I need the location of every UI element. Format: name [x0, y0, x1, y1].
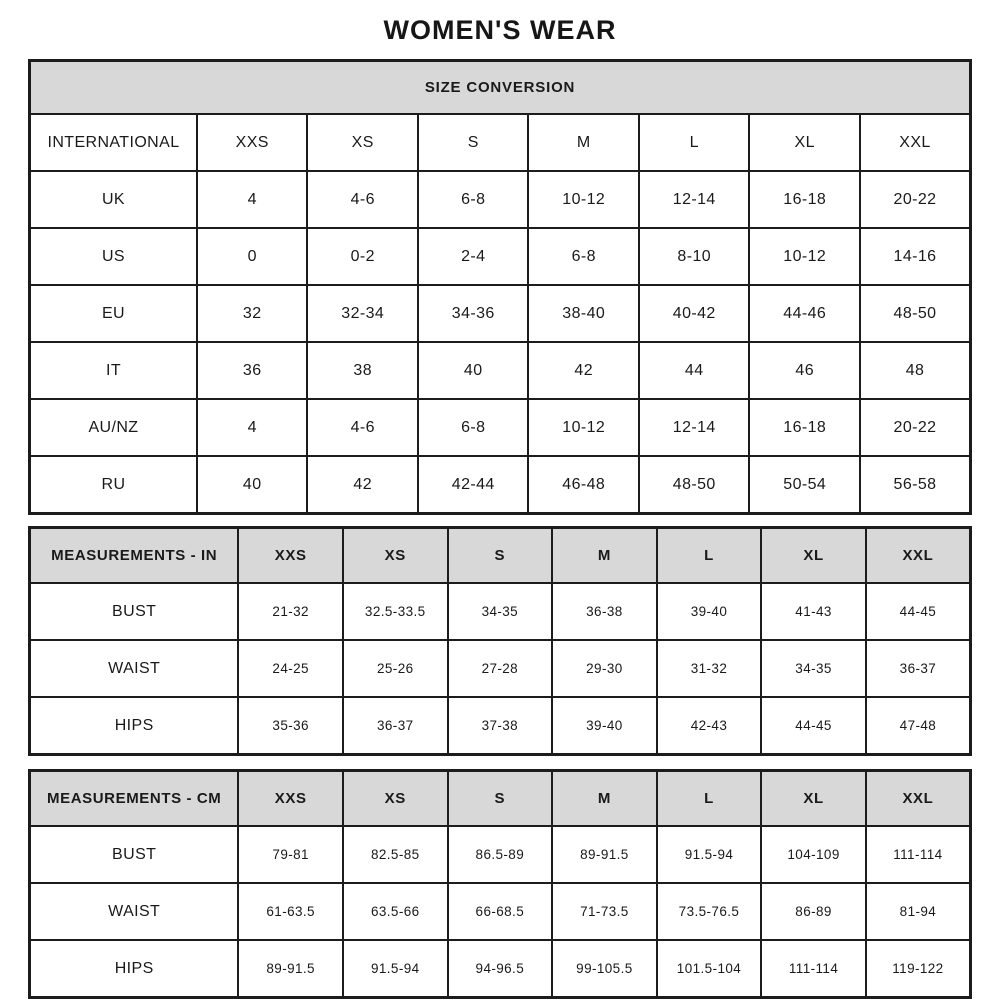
- size-value-cell: 104-109: [761, 826, 866, 883]
- size-value-cell: 89-91.5: [552, 826, 657, 883]
- table-row: [30, 456, 971, 514]
- column-header: XL: [761, 771, 866, 827]
- size-value-cell: 8-10: [639, 228, 750, 285]
- size-value-cell: 44-45: [866, 583, 971, 640]
- row-label: RU: [30, 456, 197, 514]
- size-value-cell: 39-40: [552, 697, 657, 755]
- table-row: [30, 399, 971, 456]
- table-header-row: [30, 114, 971, 171]
- size-value-cell: 91.5-94: [657, 826, 762, 883]
- size-value-cell: 48: [860, 342, 971, 399]
- column-header: XS: [343, 528, 448, 584]
- table-row: [30, 171, 971, 228]
- size-value-cell: 44-46: [749, 285, 860, 342]
- column-header: XXS: [197, 114, 308, 171]
- size-value-cell: 36: [197, 342, 308, 399]
- size-value-cell: 66-68.5: [448, 883, 553, 940]
- size-value-cell: 79-81: [238, 826, 343, 883]
- size-value-cell: 10-12: [528, 399, 639, 456]
- measurements-cm-table: [28, 769, 972, 999]
- size-value-cell: 101.5-104: [657, 940, 762, 998]
- size-value-cell: 86-89: [761, 883, 866, 940]
- size-value-cell: 36-37: [343, 697, 448, 755]
- size-value-cell: 82.5-85: [343, 826, 448, 883]
- column-header: XXL: [860, 114, 971, 171]
- table-header-row: [30, 528, 971, 584]
- size-value-cell: 12-14: [639, 171, 750, 228]
- size-value-cell: 56-58: [860, 456, 971, 514]
- row-label: EU: [30, 285, 197, 342]
- size-value-cell: 111-114: [866, 826, 971, 883]
- size-value-cell: 16-18: [749, 399, 860, 456]
- size-value-cell: 24-25: [238, 640, 343, 697]
- size-value-cell: 10-12: [528, 171, 639, 228]
- size-value-cell: 4: [197, 171, 308, 228]
- table-title-cell: MEASUREMENTS - CM: [30, 771, 239, 827]
- size-value-cell: 40: [197, 456, 308, 514]
- size-value-cell: 0-2: [307, 228, 418, 285]
- row-label: WAIST: [30, 883, 239, 940]
- size-value-cell: 63.5-66: [343, 883, 448, 940]
- size-value-cell: 20-22: [860, 171, 971, 228]
- size-value-cell: 39-40: [657, 583, 762, 640]
- table-row: [30, 228, 971, 285]
- size-value-cell: 20-22: [860, 399, 971, 456]
- column-header: L: [657, 528, 762, 584]
- size-value-cell: 44: [639, 342, 750, 399]
- size-value-cell: 61-63.5: [238, 883, 343, 940]
- size-value-cell: 94-96.5: [448, 940, 553, 998]
- table-row: [30, 583, 971, 640]
- column-header: M: [552, 528, 657, 584]
- size-value-cell: 91.5-94: [343, 940, 448, 998]
- size-value-cell: 34-36: [418, 285, 529, 342]
- size-value-cell: 37-38: [448, 697, 553, 755]
- size-value-cell: 4-6: [307, 399, 418, 456]
- size-value-cell: 42: [307, 456, 418, 514]
- size-value-cell: 89-91.5: [238, 940, 343, 998]
- size-value-cell: 48-50: [639, 456, 750, 514]
- size-value-cell: 6-8: [528, 228, 639, 285]
- measurements-in-table: [28, 526, 972, 756]
- column-header: L: [657, 771, 762, 827]
- row-label: BUST: [30, 826, 239, 883]
- size-value-cell: 42-43: [657, 697, 762, 755]
- size-value-cell: 10-12: [749, 228, 860, 285]
- column-header: XXL: [866, 771, 971, 827]
- row-label: WAIST: [30, 640, 239, 697]
- size-value-cell: 2-4: [418, 228, 529, 285]
- column-header: XL: [749, 114, 860, 171]
- size-value-cell: 36-38: [552, 583, 657, 640]
- size-value-cell: 111-114: [761, 940, 866, 998]
- size-value-cell: 32-34: [307, 285, 418, 342]
- page-title: WOMEN'S WEAR: [383, 15, 617, 45]
- size-value-cell: 0: [197, 228, 308, 285]
- size-value-cell: 6-8: [418, 171, 529, 228]
- column-header: XS: [307, 114, 418, 171]
- size-value-cell: 35-36: [238, 697, 343, 755]
- size-value-cell: 6-8: [418, 399, 529, 456]
- size-value-cell: 40-42: [639, 285, 750, 342]
- size-value-cell: 36-37: [866, 640, 971, 697]
- column-header: XXL: [866, 528, 971, 584]
- size-value-cell: 48-50: [860, 285, 971, 342]
- size-value-cell: 14-16: [860, 228, 971, 285]
- column-header: XL: [761, 528, 866, 584]
- size-value-cell: 38: [307, 342, 418, 399]
- column-header: XXS: [238, 771, 343, 827]
- column-header: XS: [343, 771, 448, 827]
- row-label: US: [30, 228, 197, 285]
- row-label: BUST: [30, 583, 239, 640]
- table-title-cell: MEASUREMENTS - IN: [30, 528, 239, 584]
- table-banner: SIZE CONVERSION: [30, 61, 971, 115]
- table-row: [30, 883, 971, 940]
- table-title-cell: INTERNATIONAL: [30, 114, 197, 171]
- size-value-cell: 34-35: [448, 583, 553, 640]
- size-value-cell: 32.5-33.5: [343, 583, 448, 640]
- size-value-cell: 99-105.5: [552, 940, 657, 998]
- size-value-cell: 50-54: [749, 456, 860, 514]
- size-value-cell: 21-32: [238, 583, 343, 640]
- size-value-cell: 34-35: [761, 640, 866, 697]
- size-value-cell: 16-18: [749, 171, 860, 228]
- size-conversion-table: [28, 59, 972, 515]
- size-value-cell: 4: [197, 399, 308, 456]
- size-value-cell: 29-30: [552, 640, 657, 697]
- size-value-cell: 31-32: [657, 640, 762, 697]
- table-row: [30, 640, 971, 697]
- size-value-cell: 41-43: [761, 583, 866, 640]
- row-label: HIPS: [30, 940, 239, 998]
- row-label: HIPS: [30, 697, 239, 755]
- column-header: XXS: [238, 528, 343, 584]
- size-value-cell: 25-26: [343, 640, 448, 697]
- size-value-cell: 47-48: [866, 697, 971, 755]
- column-header: M: [528, 114, 639, 171]
- size-value-cell: 46-48: [528, 456, 639, 514]
- row-label: UK: [30, 171, 197, 228]
- size-value-cell: 44-45: [761, 697, 866, 755]
- row-label: AU/NZ: [30, 399, 197, 456]
- table-header-row: [30, 771, 971, 827]
- column-header: S: [418, 114, 529, 171]
- size-value-cell: 73.5-76.5: [657, 883, 762, 940]
- size-value-cell: 119-122: [866, 940, 971, 998]
- table-banner-row: [30, 61, 971, 115]
- size-value-cell: 4-6: [307, 171, 418, 228]
- table-row: [30, 342, 971, 399]
- size-value-cell: 38-40: [528, 285, 639, 342]
- size-value-cell: 86.5-89: [448, 826, 553, 883]
- size-value-cell: 71-73.5: [552, 883, 657, 940]
- size-value-cell: 32: [197, 285, 308, 342]
- size-value-cell: 12-14: [639, 399, 750, 456]
- table-row: [30, 285, 971, 342]
- column-header: L: [639, 114, 750, 171]
- size-value-cell: 81-94: [866, 883, 971, 940]
- table-row: [30, 826, 971, 883]
- size-value-cell: 27-28: [448, 640, 553, 697]
- size-value-cell: 40: [418, 342, 529, 399]
- column-header: S: [448, 528, 553, 584]
- row-label: IT: [30, 342, 197, 399]
- table-row: [30, 697, 971, 755]
- size-value-cell: 42-44: [418, 456, 529, 514]
- size-value-cell: 42: [528, 342, 639, 399]
- size-value-cell: 46: [749, 342, 860, 399]
- column-header: M: [552, 771, 657, 827]
- column-header: S: [448, 771, 553, 827]
- table-row: [30, 940, 971, 998]
